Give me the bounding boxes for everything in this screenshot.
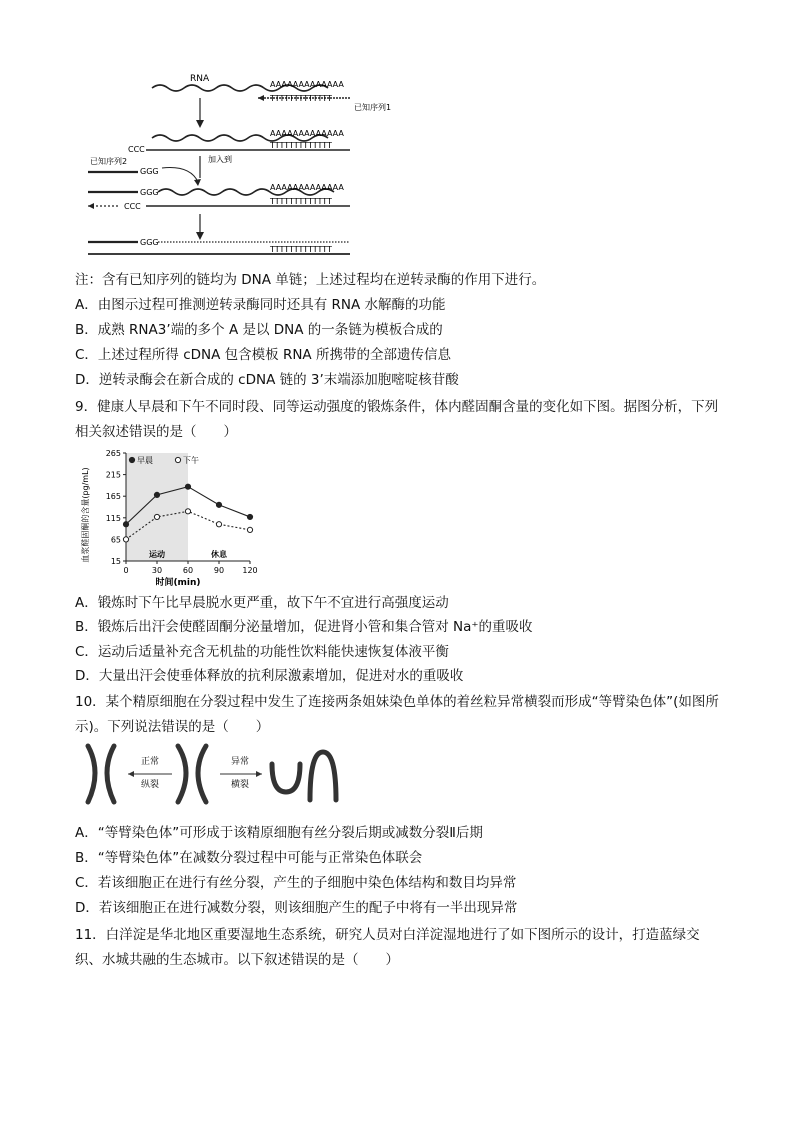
data-point-afternoon (247, 527, 252, 532)
q10-stem: 10．某个精原细胞在分裂过程中发生了连接两条姐妹染色单体的着丝粒异常横裂而形成“等臂染色体”(如图所示)。下列说法错误的是（ ） (75, 694, 719, 735)
data-point-morning (247, 514, 252, 519)
polya-2: AAAAAAAAAAAAA (270, 129, 344, 138)
ccc-2: CCC (128, 145, 145, 154)
q8-option-b: B．成熟 RNA3’端的多个 A 是以 DNA 的一条链为模板合成的 (75, 322, 443, 338)
abnormal-label-1: 异常 (230, 757, 250, 767)
q9-stem: 9．健康人早晨和下午不同时段、同等运动强度的锻炼条件，体内醛固酮含量的变化如下图。据图分析，下列相关叙述错误的是（ ） (75, 399, 719, 440)
known-seq-1-label: 已知序列1 (354, 103, 392, 112)
region-label-rest: 休息 (211, 550, 227, 559)
curved-arrow-icon (162, 168, 198, 182)
arrowhead-icon (196, 120, 204, 128)
x-tick-label: 30 (151, 566, 163, 575)
q9-option-b: B．锻炼后出汗会使醛固酮分泌量增加，促进肾小管和集合管对 Na⁺的重吸收 (75, 619, 533, 635)
normal-label-1: 正常 (140, 757, 160, 767)
abnormal-label-2: 横裂 (230, 780, 250, 790)
x-tick-label: 120 (242, 566, 258, 575)
y-tick-label: 65 (110, 535, 121, 545)
chromatid-left-2 (107, 746, 114, 802)
q8-option-d: D．逆转录酶会在新合成的 cDNA 链的 3’末端添加胞嘧啶核苷酸 (75, 372, 459, 388)
exercise-region (126, 453, 188, 561)
legend-label-morning: 早晨 (137, 456, 153, 465)
chart-xlabel: 时间(min) (155, 578, 201, 588)
legend-label-afternoon: 下午 (183, 456, 199, 465)
arrowhead-3-icon (196, 232, 204, 240)
polya-3: AAAAAAAAAAAAA (270, 183, 344, 192)
ggg-3: GGG (140, 188, 159, 197)
data-point-morning (123, 522, 128, 527)
region-label-exercise: 运动 (149, 550, 165, 559)
q10-option-b: B．“等臂染色体”在减数分裂过程中可能与正常染色体联会 (75, 850, 423, 866)
data-point-afternoon (154, 514, 159, 519)
data-point-morning (185, 484, 190, 489)
data-point-afternoon (216, 522, 221, 527)
polyt-1: TTTTTTTTTTTTT (270, 94, 332, 103)
known-seq-2-label: 已知序列2 (90, 157, 128, 166)
q11-stem: 11．白洋淀是华北地区重要湿地生态系统，研究人员对白洋淀湿地进行了如下图所示的设计，打造蓝绿交织、水城共融的生态城市。以下叙述错误的是（ ） (75, 927, 700, 968)
arrow-left-icon (258, 95, 264, 101)
q10-option-d: D．若该细胞正在进行减数分裂，则该细胞产生的配子中将有一半出现异常 (75, 900, 518, 916)
data-point-morning (216, 502, 221, 507)
x-tick-label: 0 (123, 566, 129, 575)
isochromosome-u (272, 764, 300, 792)
polyt-3: TTTTTTTTTTTTT (270, 197, 332, 206)
y-tick-label: 265 (105, 449, 121, 458)
polyt-2: TTTTTTTTTTTTT (270, 141, 332, 150)
q8-option-c: C．上述过程所得 cDNA 包含模板 RNA 所携带的全部遗传信息 (75, 347, 451, 363)
legend-marker-afternoon (175, 457, 180, 462)
rna-label: RNA (190, 74, 210, 84)
data-point-afternoon (123, 537, 128, 542)
arrow-left-icon-normal (128, 771, 134, 777)
y-tick-label: 215 (105, 470, 121, 480)
curved-arrowhead-icon (194, 179, 201, 186)
legend-marker-morning (129, 457, 134, 462)
ccc-3: CCC (124, 202, 141, 211)
q10-option-a: A．“等臂染色体”可形成于该精原细胞有丝分裂后期或减数分裂Ⅱ后期 (75, 825, 483, 841)
q9-option-c: C．运动后适量补充含无机盐的功能性饮料能快速恢复体液平衡 (75, 644, 449, 660)
x-tick-label: 60 (182, 566, 194, 575)
chromatid-left-1 (88, 746, 95, 802)
chromatid-mid-1 (178, 746, 186, 802)
data-point-afternoon (185, 509, 190, 514)
q8-option-a: A．由图示过程可推测逆转录酶同时还具有 RNA 水解酶的功能 (75, 297, 446, 313)
polya-1: AAAAAAAAAAAAA (270, 80, 344, 89)
chromatid-mid-2 (198, 746, 206, 802)
y-tick-label: 115 (105, 513, 121, 523)
ggg-4: GGG (140, 238, 159, 247)
reverse-transcription-diagram (80, 70, 410, 260)
q9-option-d: D．大量出汗会使垂体释放的抗利尿激素增加，促进对水的重吸收 (75, 668, 464, 684)
chart-ylabel: 血浆醛固酮的含量(pg/mL) (81, 467, 90, 563)
normal-label-2: 纵裂 (140, 780, 160, 790)
q10-option-c: C．若该细胞正在进行有丝分裂，产生的子细胞中染色体结构和数目均异常 (75, 875, 517, 891)
x-tick-label: 90 (213, 566, 225, 575)
arrow-left-2-icon (88, 203, 94, 209)
y-tick-label: 165 (105, 492, 121, 502)
isochromosome-diagram (80, 742, 350, 808)
ggg-2: GGG (140, 167, 159, 176)
aldosterone-chart (78, 445, 268, 590)
q8-note: 注：含有已知序列的链均为 DNA 单链；上述过程均在逆转录酶的作用下进行。 (75, 272, 546, 288)
arrow-right-icon-abnormal (256, 771, 262, 777)
polyt-4: TTTTTTTTTTTTT (270, 245, 332, 254)
y-tick-label: 15 (110, 557, 121, 566)
add-to-label: 加入到 (208, 155, 232, 164)
isochromosome-n (310, 752, 336, 800)
q9-option-a: A．锻炼时下午比早晨脱水更严重，故下午不宜进行高强度运动 (75, 595, 449, 611)
data-point-morning (154, 492, 159, 497)
